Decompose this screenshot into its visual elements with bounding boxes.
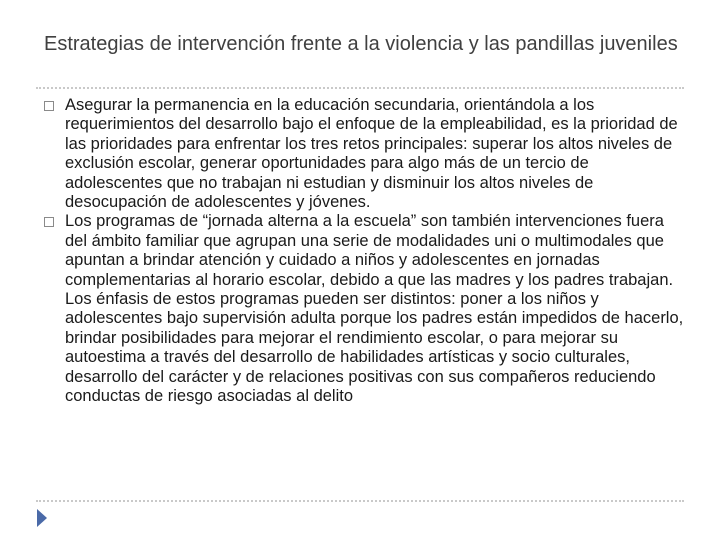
bullet-text-2: Los programas de “jornada alterna a la escuela” son también intervenciones fuera del ámbito familiar que agrupan una serie de modalidades uni o multimodales que apuntan a brindar atención y cuidado a niños y adolescentes en jornadas complementarias al horario escolar, debido a que las madres y los padres trabajan. Los énfasis de estos programas pueden ser distintos: poner a los niños y adolescentes bajo supervisión adulta porque los padres están impedidos de hacerlo, brindar posibilidades para mejorar el rendimiento escolar, o para mejorar su autoestima a través del desarrollo de habilidades artísticas y socio culturales, desarrollo del carácter y de relaciones positivas con sus compañeros reduciendo conductas de riesgo asociadas al delito <box>65 212 684 406</box>
bullet-item-2 <box>44 212 684 406</box>
bottom-divider <box>36 500 684 502</box>
slide-navigation-icon[interactable] <box>35 507 49 529</box>
title-divider <box>36 87 684 89</box>
slide-title: Estrategias de intervención frente a la violencia y las pandillas juveniles <box>44 33 678 55</box>
bullet-list <box>44 96 684 407</box>
checkbox-bullet-icon <box>44 101 54 111</box>
checkbox-bullet-icon <box>44 217 54 227</box>
bullet-item-1 <box>44 96 684 212</box>
bullet-text-1: Asegurar la permanencia en la educación secundaria, orientándola a los requerimientos del desarrollo bajo el enfoque de la empleabilidad, es la prioridad de las prioridades para enfrentar los tres retos principales: superar los altos niveles de exclusión escolar, generar oportunidades para algo más de un tercio de adolescentes que no trabajan ni estudian y disminuir los altos niveles de desocupación de adolescentes y jóvenes. <box>65 96 678 212</box>
